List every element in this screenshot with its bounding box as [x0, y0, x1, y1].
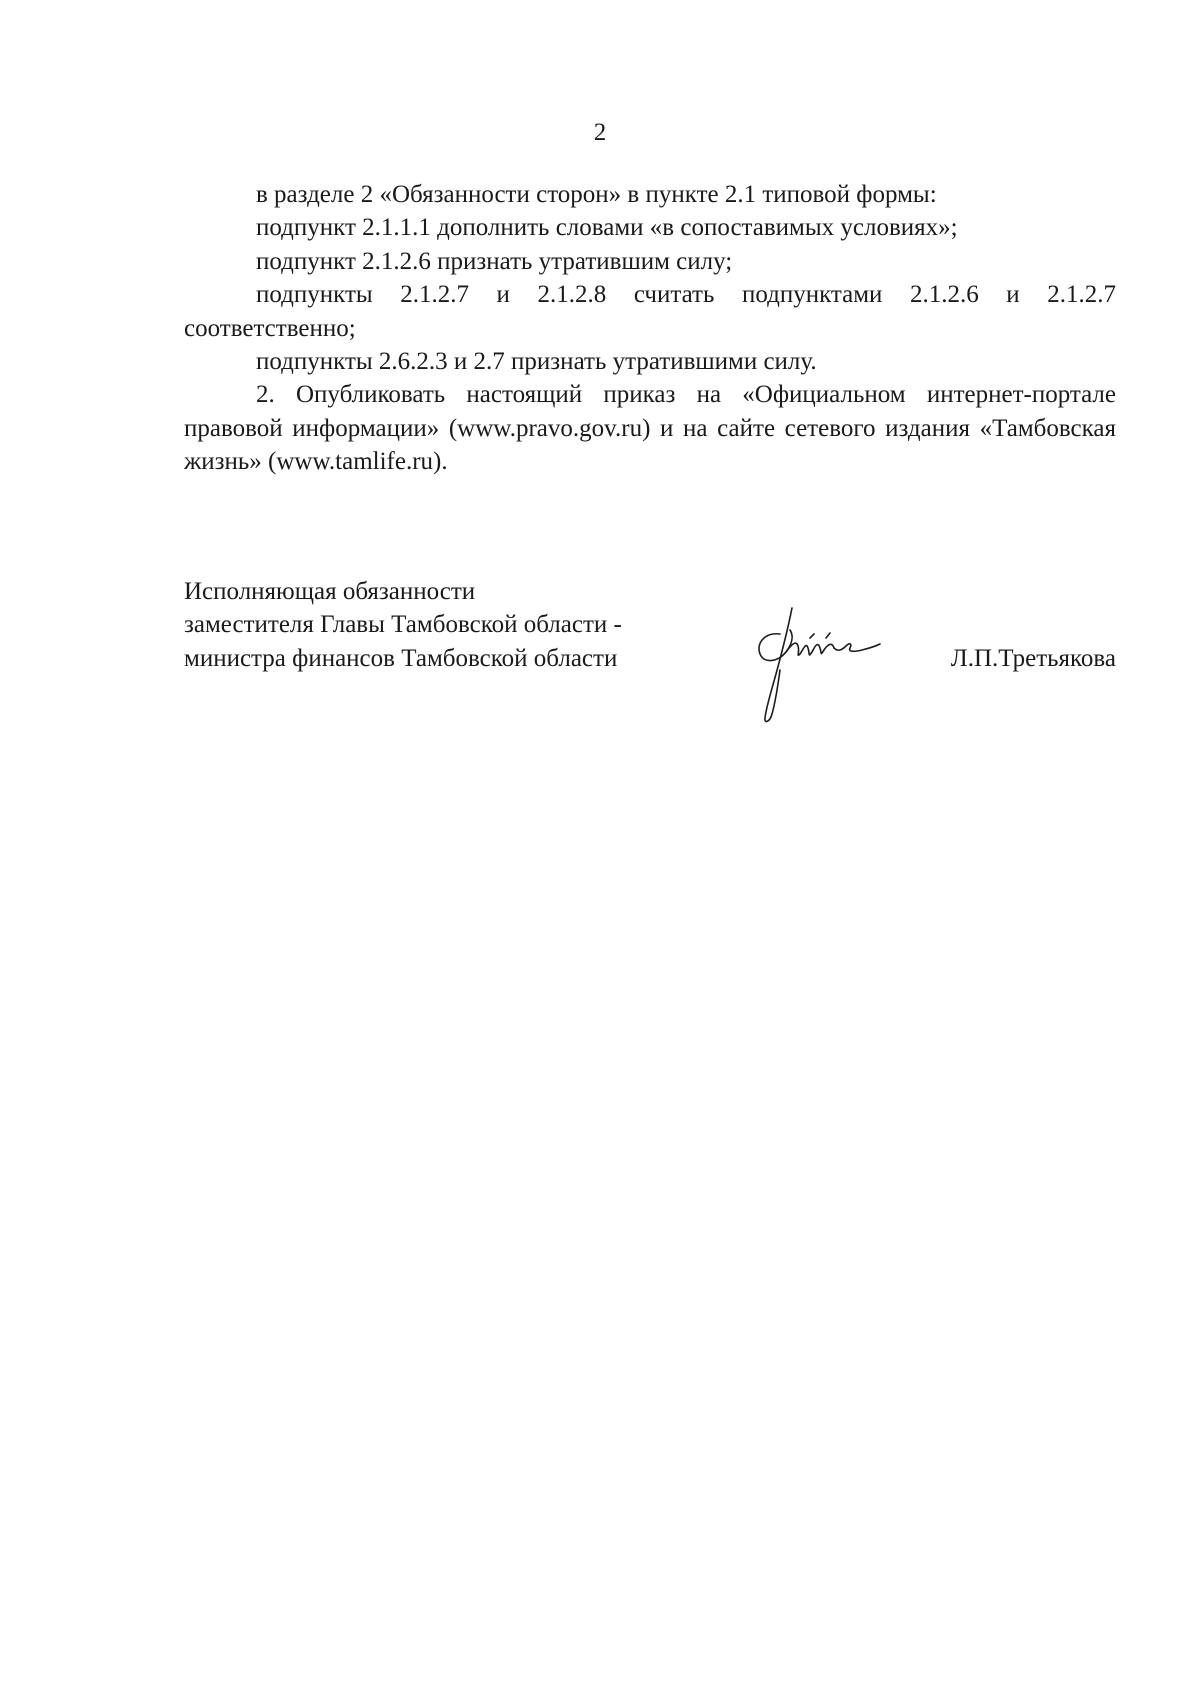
handwritten-signature-icon: [734, 600, 884, 725]
signer-name: Л.П.Третьякова: [950, 644, 1116, 672]
document-body: [184, 178, 1116, 479]
signer-position-line: заместителя Главы Тамбовской области -: [184, 611, 622, 639]
paragraph-subitem-2-1-2-6: подпункт 2.1.2.6 признать утратившим силу;: [256, 247, 733, 275]
page-number: 2: [593, 119, 607, 146]
paragraph-subitems-repeal: подпункты 2.6.2.3 и 2.7 признать утратившими силу.: [256, 348, 817, 376]
paragraph-subitems-renumbering: подпункты 2.1.2.7 и 2.1.2.8 считать подпунктами 2.1.2.6 и 2.1.2.7 соответственно;: [184, 281, 1116, 342]
paragraph-publication: 2. Опубликовать настоящий приказ на «Официальном интернет-портале правовой информации» (www.pravo.gov.ru) и на сайте сетевого издания «Тамбовская жизнь» (www.tamlife.ru).: [184, 381, 1116, 476]
signer-position: [184, 575, 744, 675]
signature-block: [184, 575, 1116, 735]
paragraph-section-2-intro: в разделе 2 «Обязанности сторон» в пункте 2.1 типовой формы:: [256, 181, 937, 208]
signer-position-line: Исполняющая обязанности: [184, 578, 476, 605]
paragraph-subitem-2-1-1-1: подпункт 2.1.1.1 дополнить словами «в сопоставимых условиях»;: [256, 214, 958, 242]
signer-position-line: министра финансов Тамбовской области: [184, 644, 618, 672]
